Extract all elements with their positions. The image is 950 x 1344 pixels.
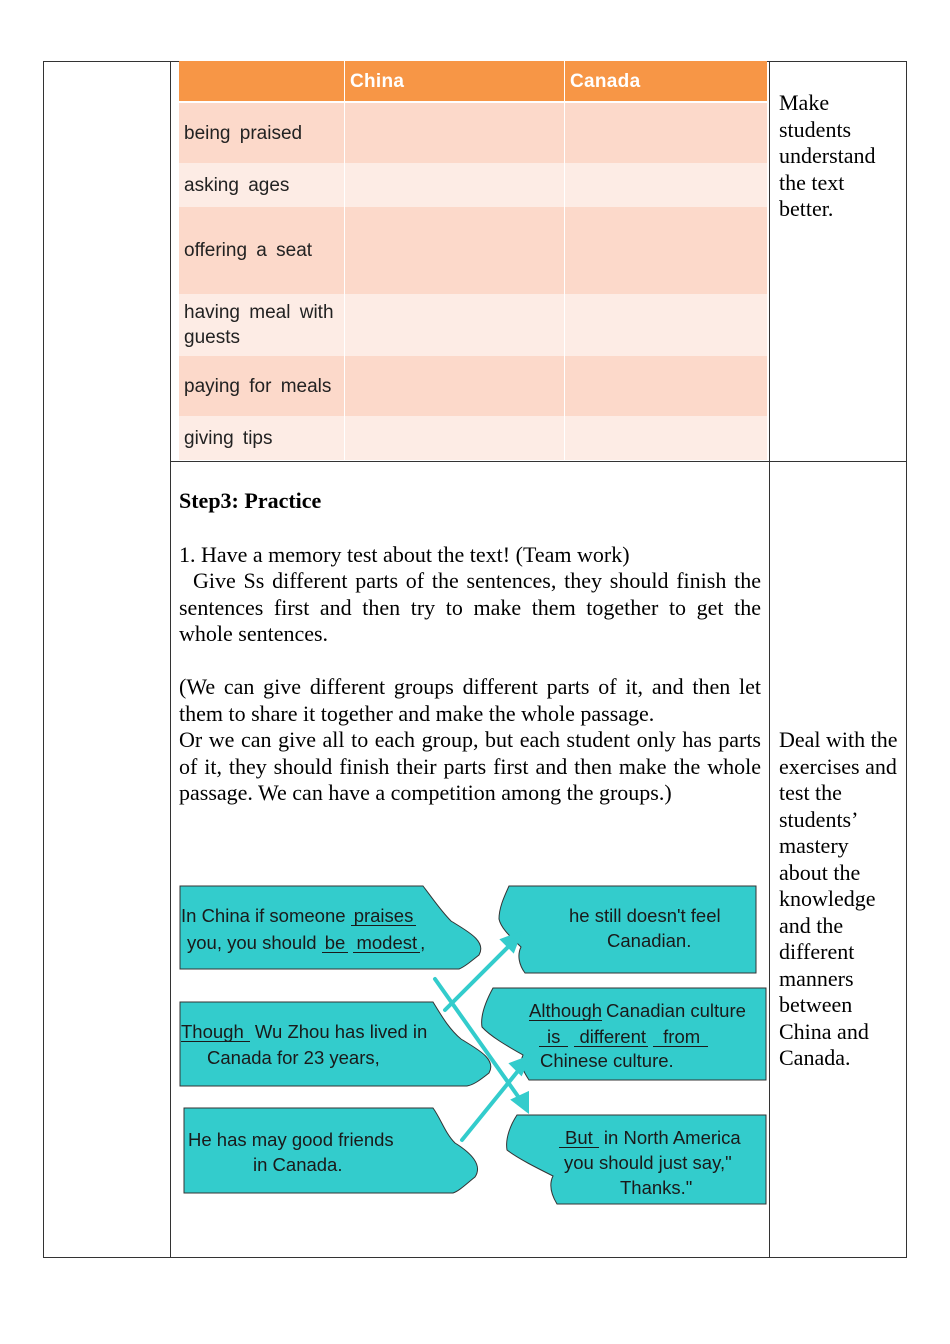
table-row <box>179 103 767 163</box>
row-topic: giving tips <box>179 416 345 460</box>
row-canada-cell <box>565 163 767 207</box>
arrowhead-icon <box>514 1094 527 1110</box>
sentence-text: you should just say," <box>564 1152 732 1173</box>
sentence-text: Wu Zhou has lived in <box>254 1021 428 1042</box>
table-row <box>179 163 767 207</box>
sentence-text: in Canada. <box>253 1154 343 1175</box>
table-row <box>179 207 767 294</box>
right-sentence-piece-2 <box>479 987 767 1081</box>
header-cell-canada: Canada <box>565 61 767 101</box>
sentence-text: In China if someone <box>181 905 346 926</box>
answer-blank: be <box>322 933 349 953</box>
table-right-border <box>906 61 907 1258</box>
row-canada-cell <box>565 356 767 416</box>
row-topic: being praised <box>179 103 345 163</box>
row-topic: having meal with guests <box>179 294 345 356</box>
sentence-text: Canadian culture <box>606 1000 746 1021</box>
header-cell-blank <box>179 61 345 101</box>
row-divider <box>170 461 907 462</box>
col-divider-1 <box>170 61 171 1258</box>
answer-blank: praises <box>351 906 417 926</box>
row-china-cell <box>345 103 565 163</box>
row-topic: paying for meals <box>179 356 345 416</box>
table-bottom-border <box>43 1257 907 1258</box>
sentence-text: Thanks." <box>620 1177 693 1198</box>
sentence-text: in North America <box>603 1127 741 1148</box>
left-sentence-piece-1 <box>179 885 487 970</box>
answer-blank: Though <box>181 1022 250 1042</box>
table-row <box>179 416 767 460</box>
purpose-text-2: Deal with the exercises and test the students’ mastery about the knowledge and the different manners between China and Canada. <box>779 727 898 1070</box>
table-left-border <box>43 61 44 1258</box>
row-canada-cell <box>565 294 767 356</box>
answer-blank: from <box>653 1027 708 1047</box>
step3-description: Give Ss different parts of the sentences, they should finish the sentences first and then try to make them together to get the whole sentences. <box>179 568 761 646</box>
answer-blank: But <box>559 1128 599 1148</box>
sentence-text: Canadian. <box>607 930 692 951</box>
step3-note-b: Or we can give all to each group, but each student only has parts of it, they should finish their parts first and then make the whole passage. We can have a competition among the groups.) <box>179 727 761 805</box>
row-canada-cell <box>565 103 767 163</box>
step3-item1: 1. Have a memory test about the text! (Team work) <box>179 542 630 567</box>
answer-blank: Although <box>529 1000 603 1021</box>
sentence-text: Canada for 23 years, <box>207 1047 380 1068</box>
sentence-text: you, you should <box>187 932 317 953</box>
puzzle-shape <box>179 1001 499 1087</box>
col-divider-2 <box>769 61 770 1258</box>
step3-note-a: (We can give different groups different parts of it, and then let them to share it together and make the whole passage. <box>179 674 761 726</box>
left-sentence-piece-2 <box>179 1001 499 1087</box>
sentence-text: He has may good friends <box>188 1129 394 1150</box>
answer-blank: modest <box>353 933 420 953</box>
step3-title: Step3: Practice <box>179 488 322 513</box>
answer-blank: different <box>574 1027 649 1047</box>
sentence-text: , <box>420 932 426 953</box>
right-sentence-piece-1 <box>497 885 757 974</box>
right-sentence-piece-3 <box>503 1114 767 1205</box>
row-china-cell <box>345 356 565 416</box>
row-canada-cell <box>565 416 767 460</box>
table-row <box>179 356 767 416</box>
row-china-cell <box>345 416 565 460</box>
comparison-header-row <box>179 61 767 101</box>
row-canada-cell <box>565 207 767 294</box>
purpose-text-1: Make students understand the text better. <box>779 90 876 221</box>
row-topic: asking ages <box>179 163 345 207</box>
row-china-cell <box>345 294 565 356</box>
row-china-cell <box>345 163 565 207</box>
row-topic: offering a seat <box>179 207 345 294</box>
sentence-text: Chinese culture. <box>540 1050 674 1071</box>
sentence-text: he still doesn't feel <box>569 905 721 926</box>
table-row <box>179 294 767 356</box>
left-sentence-piece-3 <box>183 1107 483 1194</box>
header-cell-china: China <box>345 61 565 101</box>
row-china-cell <box>345 207 565 294</box>
answer-blank: is <box>539 1027 568 1047</box>
